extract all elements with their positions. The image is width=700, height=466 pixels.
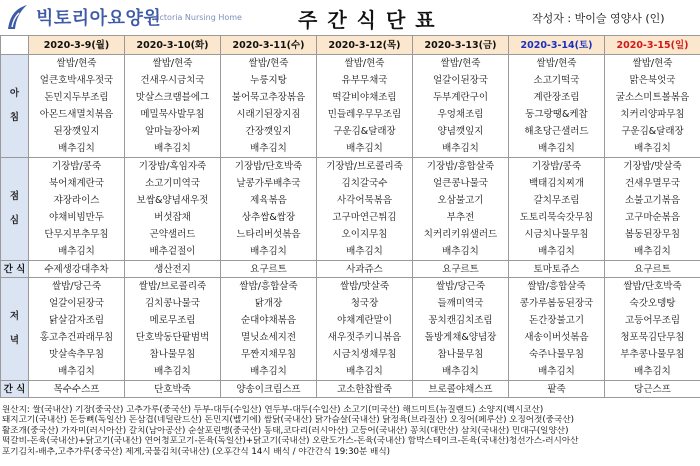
menu-item: 떡갈비야채조림	[332, 92, 397, 103]
dinner-menu-cell	[221, 278, 317, 381]
breakfast-label: 아 침	[1, 55, 29, 158]
menu-item: 배추김치	[346, 246, 383, 257]
menu-item: 김치콩나물국	[144, 298, 201, 309]
menu-item: 쌀밥/브로콜리죽	[138, 281, 207, 292]
lunch-row	[1, 158, 700, 261]
day-header: 2020-3-10(화)	[125, 36, 221, 55]
dinner-row	[1, 278, 700, 381]
menu-item: 동그랑땡&케찹	[525, 109, 588, 120]
menu-item: 얼큰콩나물국	[432, 178, 489, 189]
menu-item: 배추김치	[442, 246, 479, 257]
day-header: 2020-3-11(수)	[221, 36, 317, 55]
menu-item: 고등어무조림	[624, 315, 681, 326]
menu-item: 닭살감자조림	[48, 315, 105, 326]
menu-item: 누룽지탕	[250, 75, 287, 86]
origin-line: 포기김치-배추,고추가루(중국산) 제게,국물김치(국내산) (오후간식 14시 배식 / 야간간식 19:30분 배식)	[2, 446, 390, 457]
menu-item: 쌀밥/단호박죽	[623, 281, 682, 292]
snack2-cell: 양송이크림스프	[221, 381, 317, 398]
menu-item: 꽁치캔김치조림	[428, 315, 493, 326]
menu-item: 배추김치	[634, 246, 671, 257]
weekly-menu-table	[0, 35, 700, 398]
lunch-menu-cell	[317, 158, 413, 261]
menu-item: 기장밥/흑임자죽	[138, 161, 207, 172]
menu-item: 야채계란말이	[336, 315, 393, 326]
snack2-cell: 단호박죽	[125, 381, 221, 398]
menu-item: 쌀밥/현죽	[248, 58, 289, 69]
menu-item: 메로무조림	[149, 315, 196, 326]
menu-item: 기장밥/맛살죽	[623, 161, 682, 172]
page-header	[0, 0, 700, 34]
org-name: 빅토리아요양원	[36, 8, 162, 29]
menu-item: 소고기떡국	[533, 75, 580, 86]
snack-cell: 생산전지	[125, 261, 221, 278]
origin-line: 돼지고기(국내산) 돈등뼈(독일산) 돈삼겹(네덜란드산) 돈민지(벨기에) 쌈닭(국내산) 닭가슴살(국내산) 닭정육(브라질산) 오징어(페루산) 오징어젓(중국산)	[2, 415, 574, 426]
breakfast-menu-cell	[125, 55, 221, 158]
menu-item: 된장깻잎지	[53, 126, 100, 137]
menu-item: 김치갈국수	[341, 178, 388, 189]
menu-item: 느타리버섯볶음	[236, 229, 301, 240]
day-header: 2020-3-9(월)	[29, 36, 125, 55]
corner-cell	[1, 36, 29, 55]
snack-cell: 토마토쥬스	[509, 261, 605, 278]
menu-item: 배추김치	[250, 143, 287, 154]
menu-item: 쌀밥/맛살죽	[339, 281, 390, 292]
snack2-cell: 목수수스프	[29, 381, 125, 398]
menu-item: 돌방게채&양념장	[424, 332, 497, 343]
menu-item: 청국장	[350, 298, 379, 309]
menu-item: 쌀밥/현죽	[632, 58, 673, 69]
menu-item: 배추김치	[538, 143, 575, 154]
menu-item: 시금치나물무침	[524, 229, 589, 240]
dinner-menu-cell	[29, 278, 125, 381]
lunch-menu-cell	[29, 158, 125, 261]
menu-item: 해초당근샐러드	[524, 126, 589, 137]
day-header: 2020-3-15(일)	[605, 36, 700, 55]
menu-item: 쌀밥/당근죽	[51, 281, 102, 292]
menu-item: 배추김치	[442, 143, 479, 154]
menu-item: 제육볶음	[250, 195, 287, 206]
breakfast-menu-cell	[29, 55, 125, 158]
menu-item: 콩가루봄동된장국	[519, 298, 594, 309]
menu-item: 백태김치찌개	[528, 178, 585, 189]
breakfast-menu-cell	[317, 55, 413, 158]
dinner-menu-cell	[125, 278, 221, 381]
menu-item: 치커리키위샐러드	[423, 229, 498, 240]
lunch-menu-cell	[509, 158, 605, 261]
lunch-menu-cell	[221, 158, 317, 261]
menu-item: 양념깻잎지	[437, 126, 484, 137]
snack-cell: 요구르트	[413, 261, 509, 278]
dinner-menu-cell	[509, 278, 605, 381]
snack-label: 간 식	[1, 261, 29, 278]
origin-notice	[2, 405, 698, 457]
menu-item: 오이지무침	[341, 229, 388, 240]
menu-item: 닭개장	[254, 298, 283, 309]
author-info: 작성자 : 박이슬 영양사 (인)	[532, 12, 665, 25]
menu-item: 구운김&달래장	[621, 126, 684, 137]
menu-item: 사각어묵볶음	[336, 195, 393, 206]
menu-item: 쌀밥/흥합살죽	[239, 281, 298, 292]
menu-item: 기장밥/브로콜리죽	[326, 161, 403, 172]
menu-item: 부추콩나물무침	[620, 349, 685, 360]
menu-item: 배추겉절이	[149, 246, 196, 257]
menu-item: 기장밥/흥합살죽	[426, 161, 495, 172]
menu-item: 메밀묵사발무침	[140, 109, 205, 120]
breakfast-menu-cell	[605, 55, 700, 158]
menu-item: 얼큰호박새우젓국	[39, 75, 114, 86]
menu-item: 소불고기볶음	[624, 195, 681, 206]
menu-item: 단호박동단팥범벅	[135, 332, 210, 343]
menu-item: 배추김치	[634, 143, 671, 154]
breakfast-menu-cell	[509, 55, 605, 158]
snack-cell: 요구르트	[605, 261, 700, 278]
menu-item: 치커리양파무침	[620, 109, 685, 120]
menu-item: 건새우멸무국	[624, 178, 681, 189]
menu-item: 쌀밥/현죽	[56, 58, 97, 69]
menu-item: 배추김치	[538, 246, 575, 257]
menu-item: 청포묵김단무침	[620, 332, 685, 343]
nursing-home-logo-icon	[6, 3, 29, 31]
lunch-menu-cell	[413, 158, 509, 261]
menu-item: 새송이버섯볶음	[524, 332, 589, 343]
day-header: 2020-3-13(금)	[413, 36, 509, 55]
menu-item: 얼갈이된장국	[432, 75, 489, 86]
dinner-menu-cell	[605, 278, 700, 381]
menu-item: 아몬드새멸치볶음	[39, 109, 114, 120]
menu-item: 쌀밥/현죽	[536, 58, 577, 69]
menu-item: 유부무채국	[341, 75, 388, 86]
menu-item: 기장밥/콩죽	[531, 161, 582, 172]
menu-item: 배추김치	[538, 366, 575, 377]
menu-item: 들깨미역국	[437, 298, 484, 309]
menu-item: 구운김&달래장	[333, 126, 396, 137]
menu-item: 갈치무조림	[533, 195, 580, 206]
breakfast-menu-cell	[413, 55, 509, 158]
menu-item: 보쌈&양념새우젓	[136, 195, 209, 206]
menu-item: 쌀밥/현죽	[152, 58, 193, 69]
menu-item: 배추김치	[58, 143, 95, 154]
menu-item: 배추김치	[346, 366, 383, 377]
menu-item: 쌀밥/당근죽	[435, 281, 486, 292]
menu-item: 알마늘장아찌	[144, 126, 201, 137]
menu-item: 야채비빔만두	[48, 212, 105, 223]
snack2-row	[1, 381, 700, 398]
menu-item: 고구마순볶음	[624, 212, 681, 223]
snack-cell: 수제생강대추차	[29, 261, 125, 278]
breakfast-row	[1, 55, 700, 158]
menu-item: 배추김치	[346, 143, 383, 154]
menu-item: 부추전	[446, 212, 475, 223]
menu-item: 우엉채조림	[437, 109, 484, 120]
menu-item: 시래기된장지짐	[236, 109, 301, 120]
origin-line: 원산지: 쌀(국내산) 기장(중국산) 고추가루(중국산) 두부-대두(수입산) 연두부-대두(수입산) 소고기(미국산) 해드미트(뉴질랜드) 소양지(벡시코산)	[2, 405, 544, 415]
lunch-menu-cell	[125, 158, 221, 261]
menu-item: 새우젓주키니볶음	[327, 332, 402, 343]
lunch-label: 점 심	[1, 158, 29, 261]
snack-cell: 사과쥬스	[317, 261, 413, 278]
snack2-cell: 팥죽	[509, 381, 605, 398]
menu-item: 상추쌈&쌈장	[241, 212, 296, 223]
menu-item: 계란장조림	[533, 92, 580, 103]
breakfast-menu-cell	[221, 55, 317, 158]
org-subtitle: Victoria Nursing Home	[152, 13, 242, 22]
menu-item: 맑은북엇국	[629, 75, 676, 86]
menu-item: 굴소스미트볼볶음	[615, 92, 690, 103]
menu-item: 쟈장라이스	[53, 195, 100, 206]
menu-item: 배추김치	[58, 246, 95, 257]
menu-item: 맛살속추무침	[48, 349, 105, 360]
dinner-menu-cell	[413, 278, 509, 381]
menu-item: 얼갈이된장국	[48, 298, 105, 309]
menu-item: 멸닛쇼세지전	[240, 332, 297, 343]
menu-item: 배추김치	[154, 366, 191, 377]
menu-item: 배추김치	[58, 366, 95, 377]
menu-item: 돈간장불고기	[528, 315, 585, 326]
menu-item: 쌀밥/흥합살죽	[527, 281, 586, 292]
menu-item: 배추김치	[154, 143, 191, 154]
lunch-menu-cell	[605, 158, 700, 261]
dinner-label: 저 녁	[1, 278, 29, 381]
menu-item: 배추김치	[250, 366, 287, 377]
menu-item: 무짠지채무침	[240, 349, 297, 360]
menu-item: 버섯잡채	[154, 212, 191, 223]
snack2-cell: 브로콜야채스프	[413, 381, 509, 398]
menu-item: 민들레우무무조림	[327, 109, 402, 120]
menu-item: 간장깻잎지	[245, 126, 292, 137]
day-header: 2020-3-12(목)	[317, 36, 413, 55]
menu-item: 쌀밥/현죽	[440, 58, 481, 69]
menu-item: 기장밥/단호박죽	[234, 161, 303, 172]
menu-item: 기장밥/콩죽	[51, 161, 102, 172]
snack-row	[1, 261, 700, 278]
snack-cell: 요구르트	[221, 261, 317, 278]
menu-item: 소고기미역국	[144, 178, 201, 189]
snack2-cell: 고소한찹쌀죽	[317, 381, 413, 398]
menu-item: 두부계란구이	[432, 92, 489, 103]
menu-item: 숙주나물무침	[528, 349, 585, 360]
day-header: 2020-3-14(토)	[509, 36, 605, 55]
menu-item: 맛살스크램블에그	[135, 92, 210, 103]
snack2-cell: 당근스프	[605, 381, 700, 398]
menu-item: 배추김치	[250, 246, 287, 257]
menu-item: 건새우시금치국	[140, 75, 205, 86]
menu-item: 곤약샐러드	[149, 229, 196, 240]
menu-item: 북어채계란국	[48, 178, 105, 189]
days-header-row	[1, 36, 700, 55]
snack2-label: 간 식	[1, 381, 29, 398]
menu-item: 시금치생채무침	[332, 349, 397, 360]
menu-item: 날콩가루배추국	[236, 178, 301, 189]
menu-item: 참나물무침	[149, 349, 196, 360]
dinner-menu-cell	[317, 278, 413, 381]
menu-item: 참나물무침	[437, 349, 484, 360]
origin-line: 활조개(중국산) 가자미(러시아산) 갈치(남아공산) 순살포린맹(중국산) 동태,코다리(러시아산) 고등어(국내산) 꽁치(대만산) 삼치(국내산) 민대구(일양산)	[2, 425, 569, 436]
menu-item: 홍고추건파래무침	[39, 332, 114, 343]
menu-item: 돈민지두부조림	[44, 92, 109, 103]
menu-item: 봄동된장무침	[624, 229, 681, 240]
origin-line: 떡갈비-돈육(국내산)+닭고기(국내산) 연어청포고기-돈육(독일산)+닭고기(국내산) 오란도가스-돈육(국내산) 함박스테이크-돈육(국내산)청선가스-러시아산	[2, 436, 579, 447]
menu-item: 단무지부추무침	[44, 229, 109, 240]
menu-item: 쌀밥/현죽	[344, 58, 385, 69]
menu-item: 오삼불고기	[437, 195, 484, 206]
menu-item: 순대야채볶음	[240, 315, 297, 326]
menu-item: 불어묵고추장볶음	[231, 92, 306, 103]
menu-item: 도토리묵숙갓무침	[519, 212, 594, 223]
menu-item: 배추김치	[634, 366, 671, 377]
page-title: 주간식단표	[298, 8, 445, 32]
menu-item: 고구마연근튀김	[332, 212, 397, 223]
menu-item: 숙갓오뎅탕	[629, 298, 676, 309]
menu-item: 배추김치	[442, 366, 479, 377]
